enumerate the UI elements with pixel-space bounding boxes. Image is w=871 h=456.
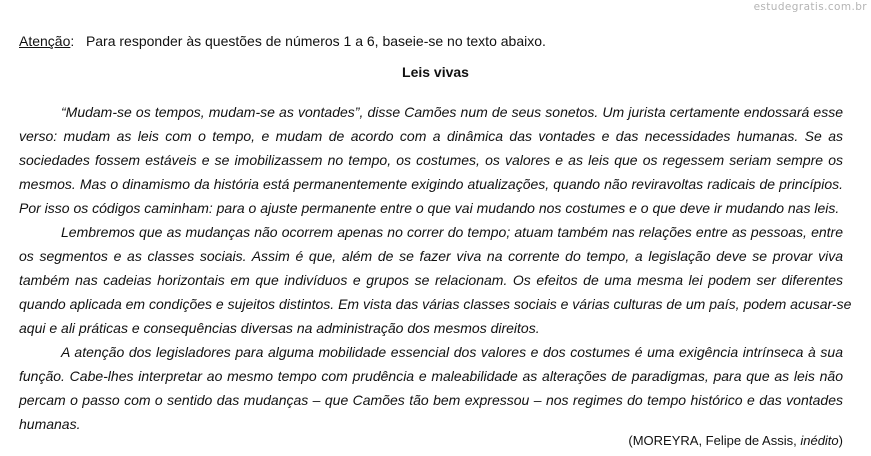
text-line: mesmos. Mas o dinamismo da história está permanentemente exigindo atualizações, quando não reviravoltas radicais de princípios. xyxy=(19,176,843,192)
source-citation xyxy=(628,433,843,448)
instructions xyxy=(19,33,546,49)
text-line: os segmentos e as classes sociais. Assim é que, além de se fazer viva na corrente do tempo, a legislação deve se provar viva xyxy=(19,248,843,264)
text-line: percam o passo com o sentido das mudanças – que Camões tão bem expressou – nos regimes do tempo histórico e das vontades xyxy=(19,392,843,408)
text-title: Leis vivas xyxy=(402,64,469,80)
instructions-text: Para responder às questões de números 1 a 6, baseie-se no texto abaixo. xyxy=(85,33,546,49)
text-line: aqui e ali práticas e consequências diversas na administração dos mesmos direitos. xyxy=(19,320,540,336)
attention-separator: : xyxy=(70,33,75,49)
text-line: “Mudam-se os tempos, mudam-se as vontades”, disse Camões num de seus sonetos. Um jurista certamente endossará esse xyxy=(61,104,843,120)
text-line: verso: mudam as leis com o tempo, e mudam de acordo com a dinâmica das vontades e das necessidades humanas. Se as xyxy=(19,128,843,144)
attention-label: Atenção xyxy=(19,33,71,49)
paragraph xyxy=(19,340,843,436)
source-close: ) xyxy=(838,433,843,448)
text-line: humanas. xyxy=(19,416,81,432)
text-line: quando aplicada em condições e sujeitos distintos. Em vista das várias classes sociais e várias culturas de um país, podem acusar-se xyxy=(19,296,852,312)
text-line: função. Cabe-lhes interpretar ao mesmo tempo com prudência e maleabilidade as alterações de paradigmas, para que as leis não xyxy=(19,368,843,384)
paragraph xyxy=(19,220,852,340)
text-line: Lembremos que as mudanças não ocorrem apenas no correr do tempo; atuam também nas relações entre as pessoas, entre xyxy=(61,224,843,240)
paragraph xyxy=(19,100,843,220)
text-line: Por isso os códigos caminham: para o ajuste permanente entre o que vai mudando nos costumes e o que deve ir mudando nas leis. xyxy=(19,200,840,216)
text-line: também nas cadeias horizontais em que indivíduos e grupos se relacionam. Os efeitos de uma mesma lei podem ser diferentes xyxy=(19,272,843,288)
text-line: sociedades fossem estáveis e se imobilizassem no tempo, os costumes, os valores e as leis que os regessem seriam sempre os xyxy=(19,152,843,168)
text-body xyxy=(19,100,852,436)
text-line: A atenção dos legisladores para alguma mobilidade essencial dos valores e dos costumes é uma exigência intrínseca à sua xyxy=(61,344,843,360)
source-author: (MOREYRA, Felipe de Assis, xyxy=(628,433,801,448)
source-note: inédito xyxy=(800,433,839,448)
site-watermark: estudegratis.com.br xyxy=(753,1,867,13)
